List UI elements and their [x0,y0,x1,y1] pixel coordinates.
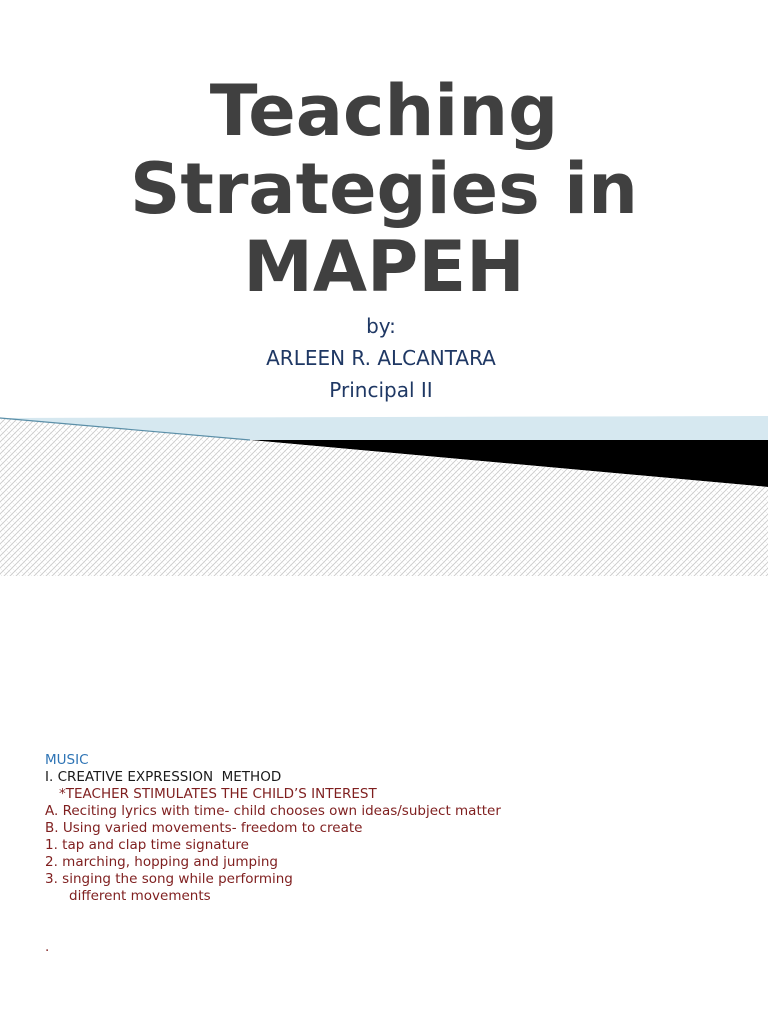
slide-content [45,752,745,956]
section-heading: MUSIC [45,752,89,768]
list-item-continuation: different movements [69,888,211,904]
trailing-mark: . [45,939,50,955]
decorative-band [0,400,768,580]
list-item: B. Using varied movements- freedom to create [45,820,363,836]
slide-title [0,72,768,306]
title-line: Teaching [209,70,559,152]
author-name: ARLEEN R. ALCANTARA [266,346,496,370]
slide-subtitle [0,310,762,406]
list-item: 3. singing the song while performing [45,871,293,887]
title-line: Strategies in [129,148,638,230]
method-title: I. CREATIVE EXPRESSION METHOD [45,769,282,785]
method-note: *TEACHER STIMULATES THE CHILD’S INTEREST [59,786,377,802]
list-item: 1. tap and clap time signature [45,837,249,853]
title-line: MAPEH [243,226,525,308]
list-item: A. Reciting lyrics with time- child chooses own ideas/subject matter [45,803,501,819]
list-item: 2. marching, hopping and jumping [45,854,279,870]
content-slide [0,580,768,1024]
author-position: Principal II [329,378,433,402]
byline: by: [366,314,396,338]
